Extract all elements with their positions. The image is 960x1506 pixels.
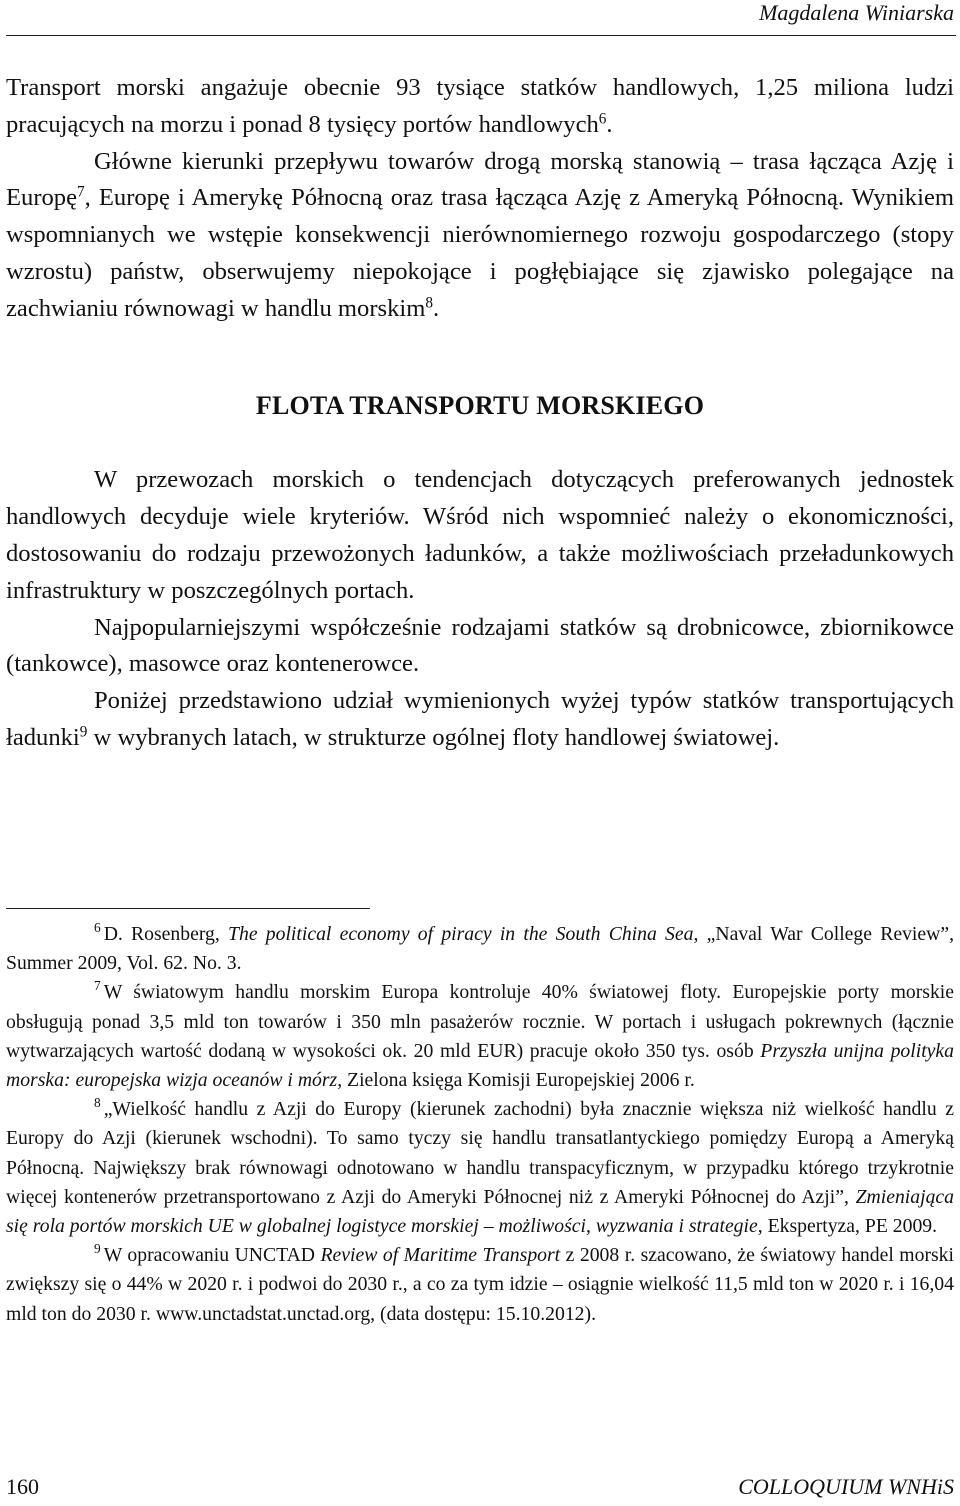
paragraph-4: Najpopularniejszymi współcześnie rodzajami statków są drobnicowce, zbiornikowce (tankowce), masowce oraz kontenerowce.: [6, 613, 954, 678]
footnote-6: [6, 920, 954, 978]
footnote-7-text-b: Zielona księga Komisji Europejskiej 2006 r.: [342, 1069, 695, 1092]
footnotes: [6, 920, 954, 1329]
footnote-7-text-a: W światowym handlu morskim Europa kontroluje 40% światowej floty. Europejskie porty morskie obsługują ponad 3,5 mld ton towarów i 350 mln pasażerów rocznie. W portach i usługach pokrewnych (łącznie wytwarzających wartość dodaną w wysokości ok. 20 mld EUR) pracuje około 350 tys. osób: [6, 981, 954, 1062]
section-heading: FLOTA TRANSPORTU MORSKIEGO: [255, 390, 705, 420]
footnote-ref-6[interactable]: 6: [598, 110, 607, 128]
footnote-6-text-a: D. Rosenberg,: [103, 923, 229, 945]
paragraph-5: [6, 683, 954, 757]
footnote-8-text-a: „Wielkość handlu z Azji do Europy (kierunek zachodni) była znacznie większa niż wielkość handlu z Europy do Azji (kierunek wschodni). To samo tyczy się handlu transatlantyckiego pomiędzy Europą a Ameryką Północną. Największy brak równowagi odnotowano w handlu transpacyficznym, w przypadku którego trzykrotnie więcej kontenerów przetransportowano z Azji do Ameryki Północnej niż z Ameryki Północnej do Azji”,: [6, 1098, 954, 1208]
footnote-8: [6, 1095, 954, 1241]
main-text: [6, 70, 954, 757]
footnote-7: [6, 978, 954, 1095]
footnote-6-text-b: „Naval War College Review”, Summer 2009, Vol. 62. No. 3.: [6, 923, 954, 975]
paragraph-2-text-a: Główne kierunki przepływu towarów drogą morską stanowią – trasa łącząca Azję i Europę: [6, 147, 954, 212]
header-divider: [6, 35, 956, 36]
footnote-6-title: The political economy of piracy in the South China Sea,: [228, 923, 699, 945]
footnote-divider: [6, 908, 370, 909]
paragraph-2-end: .: [433, 294, 440, 322]
footnote-8-title: Zmieniająca się rola portów morskich UE w globalnej logistyce morskiej – możliwości, wyzwania i strategie: [6, 1185, 954, 1238]
paragraph-1-text: Transport morski angażuje obecnie 93 tysiące statków handlowych, 1,25 miliona ludzi pracujących na morzu i ponad 8 tysięcy portów handlowych: [6, 74, 954, 138]
footnote-ref-8[interactable]: 8: [425, 294, 433, 312]
paragraph-5-end: w wybranych latach, w strukturze ogólnej floty handlowej światowej.: [87, 723, 780, 751]
paragraph-2: [6, 144, 954, 328]
running-head-author: Magdalena Winiarska: [759, 0, 954, 25]
footnote-9-text-b: z 2008 r. szacowano, że światowy handel morski zwiększy się o 44% w 2020 r. i podwoi do 2030 r., a co za tym idzie – osiągnie wielkość 11,5 mld ton w 2020 r. i 16,04 mld ton do 2030 r. www.unctadstat.unctad.org, (data dostępu: 15.10.2012).: [6, 1244, 954, 1325]
footnote-ref-7[interactable]: 7: [77, 184, 85, 202]
footnote-9-text-a: W opracowaniu UNCTAD: [103, 1244, 321, 1267]
footnote-7-number: 7: [94, 978, 101, 994]
journal-name: COLLOQUIUM WNHiS: [738, 1474, 954, 1499]
footnote-6-number: 6: [94, 919, 101, 935]
footnote-8-text-b: , Ekspertyza, PE 2009.: [757, 1215, 938, 1238]
paragraph-1: [6, 70, 954, 144]
paragraph-1-end: .: [606, 110, 613, 138]
footnote-9: [6, 1241, 954, 1329]
paragraph-3: W przewozach morskich o tendencjach dotyczących preferowanych jednostek handlowych decyduje wiele kryteriów. Wśród nich wspomnieć należy o ekonomiczności, dostosowaniu do rodzaju przewożonych ładunków, a także możliwościach przeładunkowych infrastruktury w poszczególnych portach.: [6, 466, 954, 604]
footnote-8-number: 8: [94, 1095, 101, 1111]
paragraph-2-text-b: , Europę i Amerykę Północną oraz trasa łącząca Azję z Ameryką Północną. Wynikiem wspomnianych we wstępie konsekwencji nierównomiernego rozwoju gospodarczego (stopy wzrostu) państw, obserwujemy niepokojące i pogłębiające się zjawisko polegające na zachwianiu równowagi w handlu morskim: [6, 184, 954, 322]
footnote-9-title: Review of Maritime Transport: [320, 1244, 561, 1267]
page-number: 160: [6, 1474, 39, 1499]
footnote-9-number: 9: [94, 1241, 101, 1257]
footnote-ref-9[interactable]: 9: [79, 723, 88, 741]
footnote-7-title: Przyszła unijna polityka morska: europejska wizja oceanów i mórz,: [6, 1039, 954, 1092]
paragraph-5-text: Poniżej przedstawiono udział wymienionych wyżej typów statków transportujących ładunki: [6, 687, 954, 751]
